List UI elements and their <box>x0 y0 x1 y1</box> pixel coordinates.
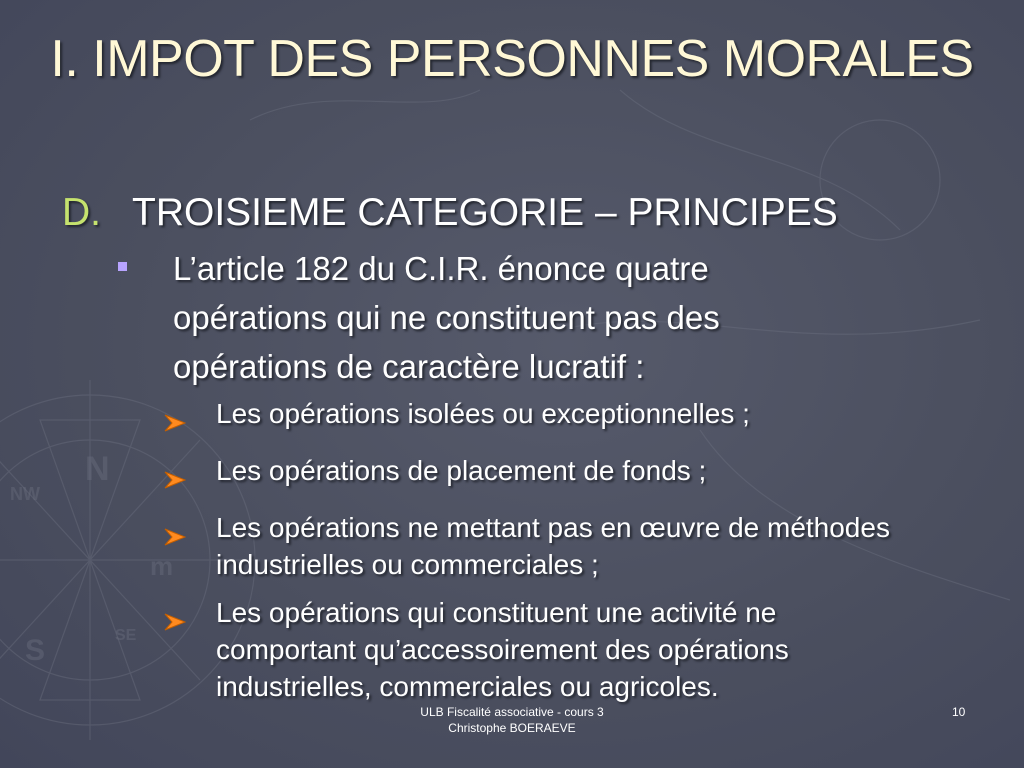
section-marker: D. <box>62 191 101 234</box>
square-bullet-icon <box>118 244 173 271</box>
main-bullet <box>118 244 962 391</box>
arrow-bullet-icon <box>164 452 216 498</box>
page-number: 10 <box>952 705 966 719</box>
slide-content <box>62 190 962 705</box>
svg-text:m: m <box>150 551 174 581</box>
list-item-text: Les opérations isolées ou exceptionnelles ; <box>216 398 750 429</box>
section-heading-row <box>62 190 962 236</box>
svg-text:S: S <box>25 634 46 667</box>
arrow-bullet-icon <box>164 594 216 640</box>
list-item-text: Les opérations qui constituent une activité ne comportant qu’accessoirement des opérations industrielles, commerciales ou agricoles. <box>216 597 789 702</box>
svg-text:SE: SE <box>115 627 137 644</box>
list-item <box>164 452 962 498</box>
list-item-text: Les opérations de placement de fonds ; <box>216 455 707 486</box>
list-item <box>164 395 962 441</box>
svg-text:N: N <box>85 450 110 488</box>
list-item <box>164 594 962 705</box>
operations-list <box>62 395 962 705</box>
list-item <box>164 509 962 583</box>
arrow-bullet-icon <box>164 509 216 555</box>
slide-title: I. IMPOT DES PERSONNES MORALES <box>50 30 974 88</box>
svg-text:NW: NW <box>10 484 40 504</box>
main-bullet-text: L’article 182 du C.I.R. énonce quatre opérations qui ne constituent pas des opérations de caractère lucratif : <box>173 250 720 385</box>
section-heading: TROISIEME CATEGORIE – PRINCIPES <box>132 191 838 234</box>
list-item-text: Les opérations ne mettant pas en œuvre de méthodes industrielles ou commerciales ; <box>216 512 890 580</box>
footer-line-1: ULB Fiscalité associative - cours 3 <box>420 705 604 719</box>
footer-course-info <box>362 704 662 736</box>
arrow-bullet-icon <box>164 395 216 441</box>
footer-line-2: Christophe BOERAEVE <box>448 721 576 735</box>
